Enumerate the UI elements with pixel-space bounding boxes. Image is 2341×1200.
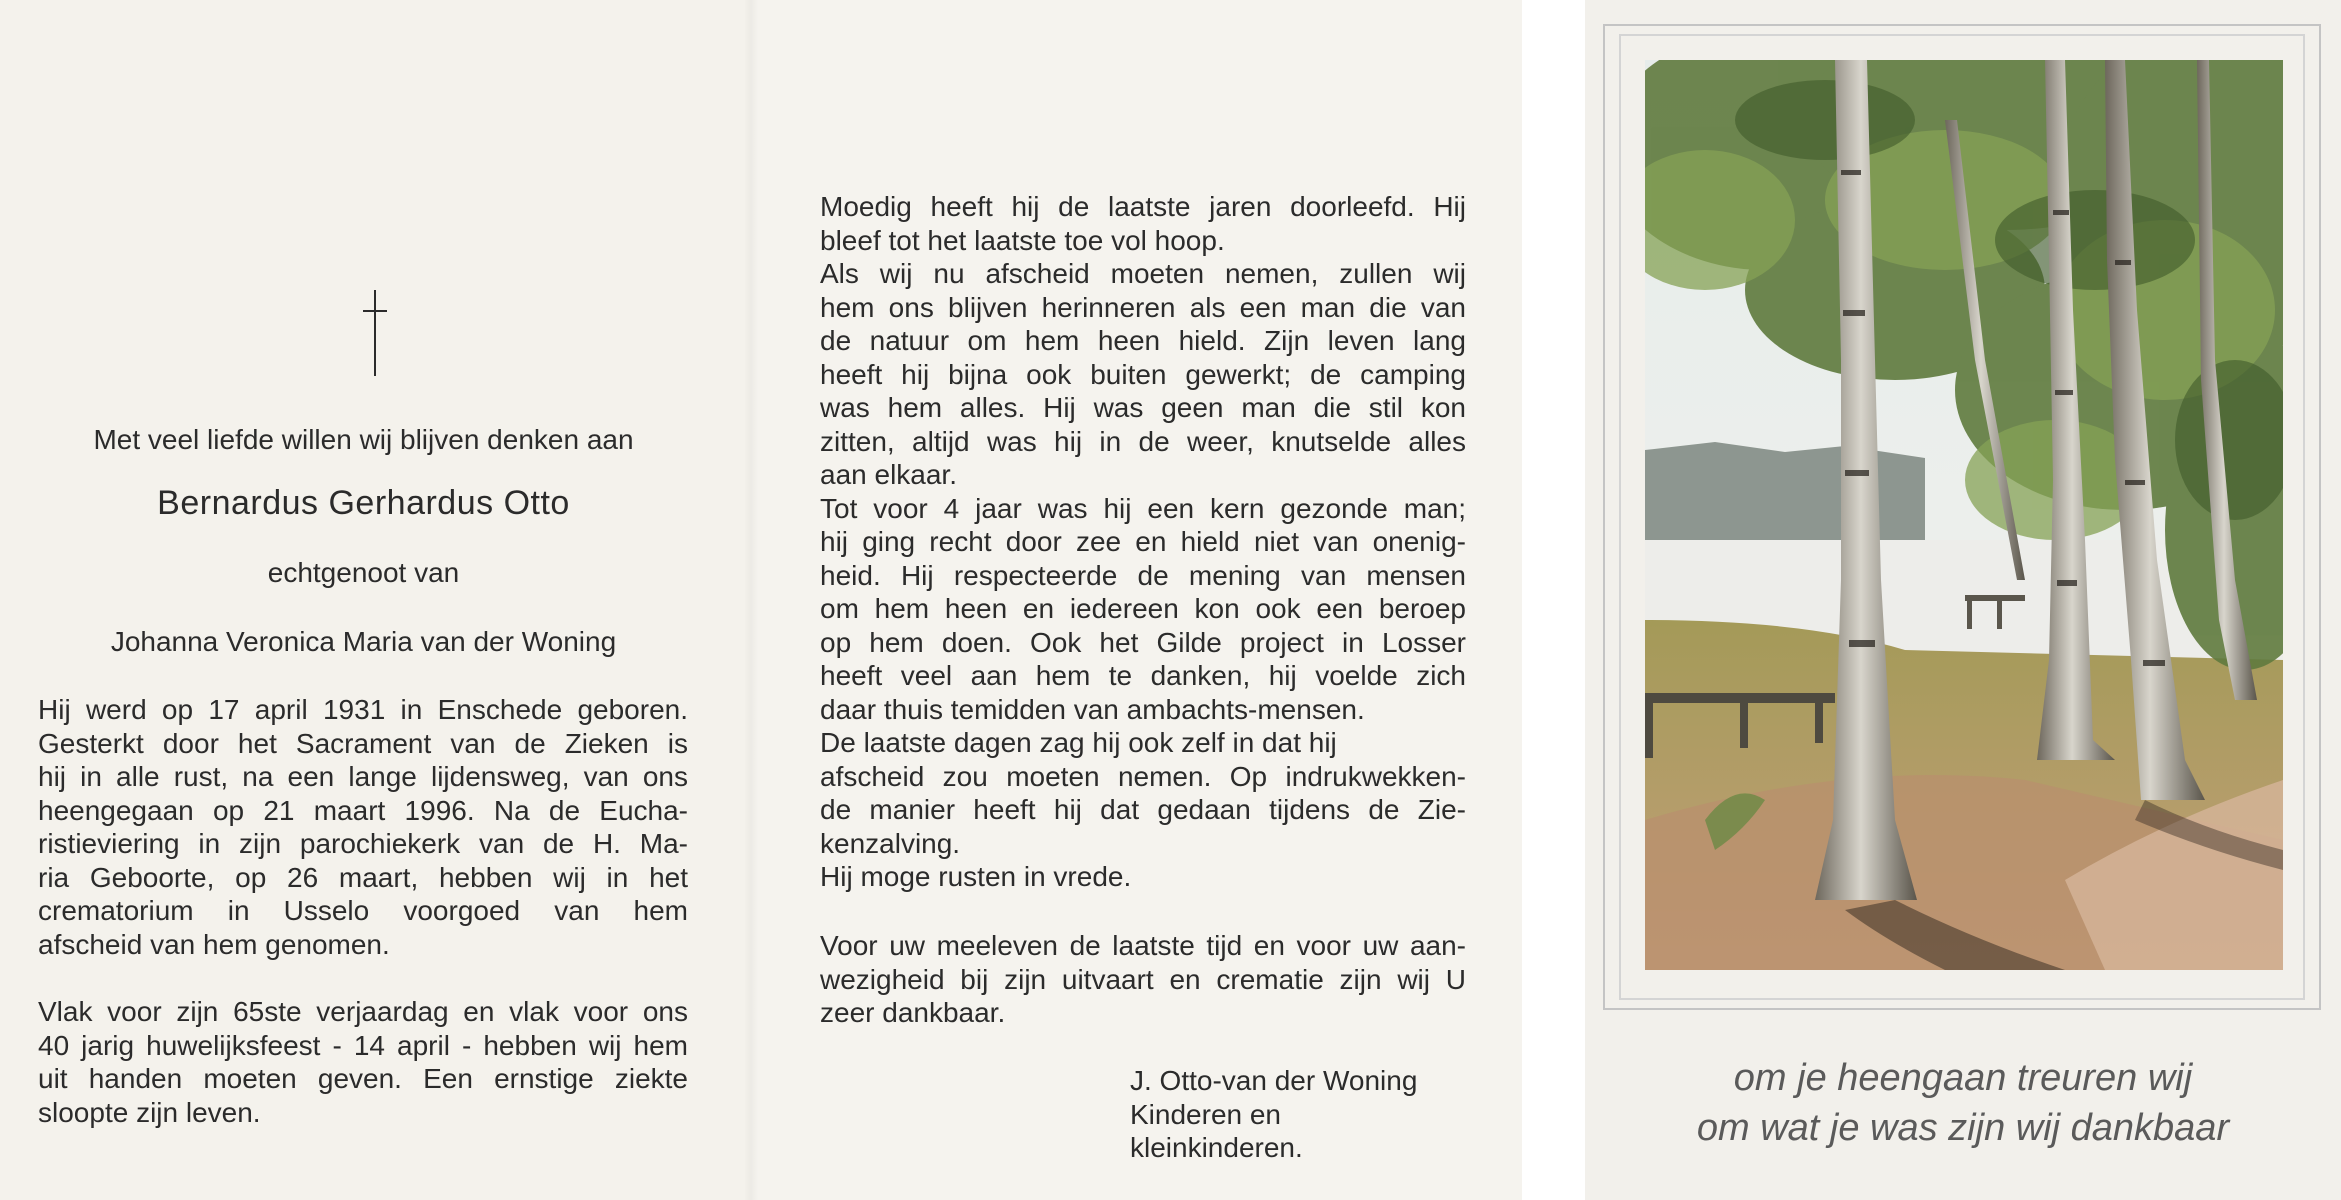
text-line: de natuur om hem heen hield. Zijn leven lang [820,325,1466,356]
intro-line: Met veel liefde willen wij blijven denken aan [93,424,634,455]
text-line: De laatste dagen zag hij ook zelf in dat hij [820,727,1337,758]
text-line: Vlak voor zijn 65ste verjaardag en vlak voor ons [38,996,688,1027]
text-line: kenzalving. [820,827,961,859]
text-line: Gesterkt door het Sacrament van de Zieken is [38,727,688,759]
text-line: sloopte zijn leven. [38,1096,261,1128]
text-line: ria Geboorte, op 26 maart, hebben wij in het [38,861,688,893]
text-line: was hem alles. Hij was geen man die stil kon [820,392,1466,423]
verse-text [1585,1053,2341,1153]
verse-line: om je heengaan treuren wij [1733,1057,2193,1099]
signature-block [1130,1064,1417,1165]
text-line: afscheid van hem genomen. [38,928,390,960]
spouse-name: Johanna Veronica Maria van der Woning [110,626,617,657]
verse-line: om wat je was zijn wij dankbaar [1696,1107,2230,1149]
text-line: Voor uw meeleven de laatste tijd en voor uw aan- [820,930,1466,961]
signature-line: kleinkinderen. [1130,1132,1303,1163]
text-line: Hij moge rusten in vrede. [820,861,1132,892]
cross-icon [362,290,388,376]
text-line: aan elkaar. [820,459,957,490]
text-line: Hij werd op 17 april 1931 in Enschede geboren. [38,694,688,725]
text-line: op hem doen. Ook het Gilde project in Losser [820,626,1466,658]
text-line: daar thuis temidden van ambachts-mensen. [820,693,1365,725]
text-line: heengegaan op 21 maart 1996. Na de Eucha- [38,794,688,826]
text-line: heeft hij bijna ook buiten gewerkt; de camping [820,358,1466,390]
text-line: hij in alle rust, na een lange lijdensweg, van ons [38,761,688,792]
biography-paragraph [38,693,688,961]
text-line: hem ons blijven herinneren als een man die van [820,291,1466,323]
text-line: de manier heeft hij dat gedaan tijdens de Zie- [820,794,1466,825]
spouse-label: echtgenoot van [267,557,460,588]
text-line: Tot voor 4 jaar was hij een kern gezonde man; [820,492,1466,524]
signature-line: J. Otto-van der Woning [1130,1065,1418,1096]
thanks-paragraph [820,929,1466,1030]
illness-paragraph [38,995,688,1129]
text-line: Moedig heeft hij de laatste jaren doorleefd. Hij [820,191,1466,222]
text-line: zitten, altijd was hij in de weer, knutselde alles [820,425,1466,457]
signature-line: Kinderen en [1130,1098,1282,1130]
text-line: 40 jarig huwelijksfeest - 14 april - hebben wij hem [38,1029,688,1061]
remembrance-paragraph [820,190,1466,894]
text-line: zeer dankbaar. [820,997,1006,1028]
text-line: hij ging recht door zee en hield niet van onenig- [820,526,1466,557]
birch-trees-lake-photo [1645,60,2283,970]
text-line: crematorium in Usselo voorgoed van hem [38,895,688,926]
text-line: ristieviering in zijn parochiekerk van de H. Ma- [38,828,688,859]
text-line: heeft veel aan hem te danken, hij voelde zich [820,660,1466,691]
text-line: bleef tot het laatste toe vol hoop. [820,224,1225,256]
text-line: wezigheid bij zijn uitvaart en crematie zijn wij U [820,963,1466,995]
text-line: afscheid zou moeten nemen. Op indrukwekken- [820,760,1466,792]
text-line: Als wij nu afscheid moeten nemen, zullen wij [820,258,1466,289]
text-line: om hem heen en iedereen kon ook een beroep [820,593,1466,624]
deceased-name: Bernardus Gerhardus Otto [157,484,570,522]
card-fold [744,0,758,1200]
text-line: heid. Hij respecteerde de mening van mensen [820,559,1466,591]
text-line: uit handen moeten geven. Een ernstige ziekte [38,1063,688,1094]
